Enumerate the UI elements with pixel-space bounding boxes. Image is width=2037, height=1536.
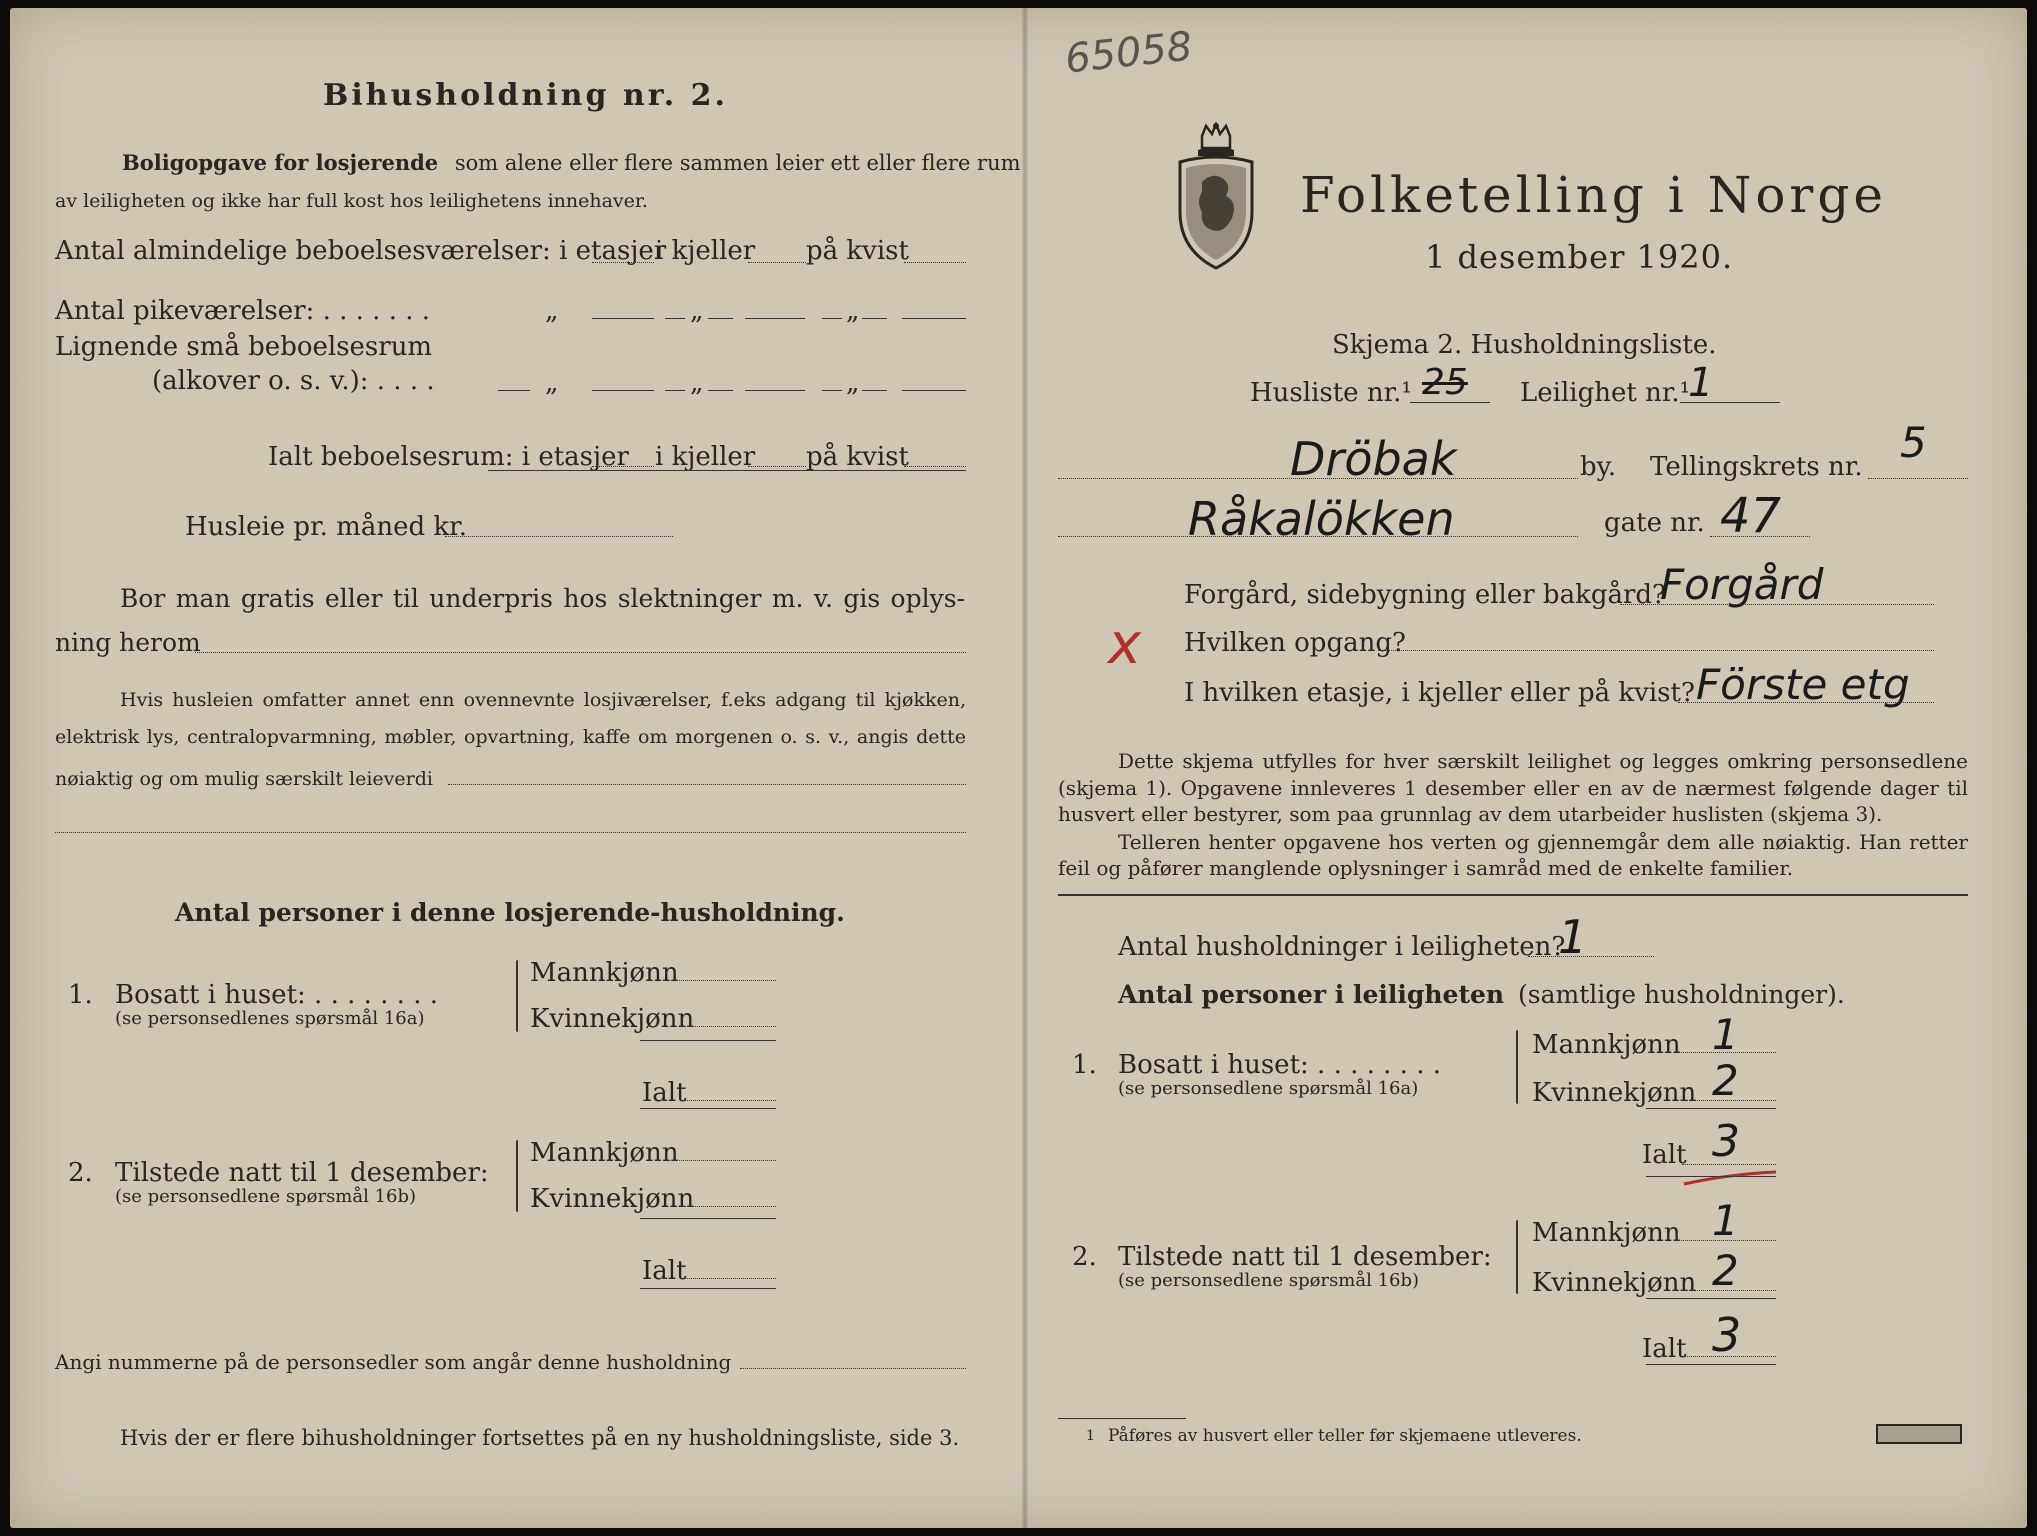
gratis-field[interactable] — [195, 652, 966, 653]
tellingskrets-label: Tellingskrets nr. — [1650, 452, 1863, 482]
antal-hush-field[interactable] — [1528, 956, 1654, 957]
leieverdi-field[interactable] — [448, 784, 966, 785]
opgang-mark: x — [1108, 612, 1142, 677]
lignende-field-4[interactable] — [745, 390, 805, 391]
right-q2-kvinne-value: 2 — [1712, 1246, 1739, 1295]
antal-pers-rest: (samtlige husholdninger). — [1518, 980, 1845, 1009]
footnote-rule — [1058, 1418, 1186, 1419]
i-kjeller-label: i kjeller — [655, 236, 756, 266]
pike-field-3[interactable] — [708, 318, 733, 319]
right-q1-mann-field[interactable] — [1676, 1052, 1776, 1053]
lignende-field-0[interactable] — [498, 390, 530, 391]
lignende-label-2: (alkover o. s. v.): . . . . — [152, 366, 435, 396]
pike-field-1[interactable] — [592, 318, 654, 319]
right-q2-label: Tilstede natt til 1 desember: — [1118, 1242, 1492, 1272]
lignende-label-1: Lignende små beboelsesrum — [55, 332, 433, 362]
coat-of-arms-icon — [1172, 122, 1260, 272]
left-q2-ialt-field[interactable] — [680, 1278, 776, 1279]
pike-field-5[interactable] — [822, 318, 842, 319]
left-q1-label: Bosatt i huset: . . . . . . . . — [115, 980, 439, 1010]
gratis-line-2: ning herom — [55, 628, 201, 657]
right-q2-mann-label: Mannkjønn — [1532, 1218, 1681, 1248]
etasje-label: I hvilken etasje, i kjeller eller på kvist? — [1184, 678, 1695, 708]
opgang-label: Hvilken opgang? — [1184, 628, 1406, 658]
right-q2-ialt-underline — [1646, 1364, 1776, 1365]
husliste-label: Husliste nr.¹ — [1250, 378, 1412, 408]
forgaard-field[interactable] — [1620, 604, 1934, 605]
tellingskrets-field[interactable] — [1868, 478, 1968, 479]
left-q2-label: Tilstede natt til 1 desember: — [115, 1158, 489, 1188]
husliste-value: 25 — [1422, 362, 1468, 403]
right-q2-num: 2. — [1072, 1242, 1097, 1272]
lignende-ditto-2: „ — [690, 368, 704, 398]
hvis-line-3: nøiaktig og om mulig særskilt leieverdi — [55, 768, 433, 790]
by-field[interactable] — [1058, 478, 1578, 479]
ialt-kvist-field[interactable] — [904, 466, 966, 467]
gratis-line-1: Bor man gratis eller til underpris hos slektninger m. v. gis oplys- — [120, 584, 965, 613]
left-q2-sub: (se personsedlene spørsmål 16b) — [115, 1186, 417, 1207]
right-q1-label: Bosatt i huset: . . . . . . . . — [1118, 1050, 1442, 1080]
instructions-rule — [1058, 894, 1968, 896]
opgang-field[interactable] — [1378, 650, 1934, 651]
instr-line-2: (skjema 1). Opgavene innleveres 1 desember eller en av de nærmest følgende dager til — [1058, 776, 1968, 800]
footnote-text: Påføres av husvert eller teller før skjemaene utleveres. — [1108, 1426, 1582, 1446]
forgaard-value: Forgård — [1660, 560, 1824, 609]
lignende-field-5[interactable] — [822, 390, 842, 391]
paa-kvist-label: på kvist — [806, 236, 909, 266]
antal-hush-label: Antal husholdninger i leiligheten? — [1118, 932, 1566, 962]
hvis-line-2: elektrisk lys, centralopvarmning, møbler, opvartning, kaffe om morgenen o. s. v., angis dette — [55, 726, 966, 748]
lignende-ditto-1: „ — [545, 368, 559, 398]
instr-line-4: Telleren henter opgavene hos verten og gjennemgår dem alle nøiaktig. Han retter — [1118, 830, 1968, 854]
left-q2-brace — [516, 1140, 518, 1212]
skjema-label: Skjema 2. Husholdningsliste. — [1332, 330, 1717, 360]
husleie-field[interactable] — [445, 536, 673, 537]
red-check-underline — [1680, 1168, 1780, 1190]
left-q2-mann-label: Mannkjønn — [530, 1138, 679, 1168]
page-fold — [1022, 8, 1028, 1528]
intro-bold: Boligopgave for losjerende — [122, 150, 439, 175]
ialt-beboelse-label: Ialt beboelsesrum: i etasjer — [268, 442, 629, 472]
right-q1-mann-label: Mannkjønn — [1532, 1030, 1681, 1060]
kvist-field[interactable] — [904, 262, 966, 263]
ialt-kjeller-label: i kjeller — [655, 442, 756, 472]
leilighet-value: 1 — [1688, 360, 1714, 406]
left-q1-sub: (se personsedlenes spørsmål 16a) — [115, 1008, 425, 1029]
left-q1-sum-line — [640, 1040, 776, 1041]
left-q2-kvinne-label: Kvinnekjønn — [530, 1184, 695, 1214]
right-q2-mann-value: 1 — [1712, 1196, 1739, 1245]
antal-hush-value: 1 — [1558, 910, 1588, 964]
angi-field[interactable] — [740, 1368, 966, 1369]
gate-label: gate nr. — [1604, 508, 1705, 538]
instr-line-5: feil og påfører manglende oplysninger i samråd med de enkelte familier. — [1058, 856, 1794, 880]
right-title: Folketelling i Norge — [1300, 166, 1887, 224]
by-label: by. — [1580, 452, 1617, 482]
right-q1-sub: (se personsedlene spørsmål 16a) — [1118, 1078, 1419, 1099]
archive-number: 65058 — [1062, 23, 1195, 83]
right-q2-ialt-field[interactable] — [1682, 1356, 1776, 1357]
forgaard-label: Forgård, sidebygning eller bakgård? — [1184, 580, 1666, 610]
right-q1-brace — [1516, 1030, 1518, 1104]
gate-nr-value: 47 — [1720, 488, 1782, 544]
angi-label: Angi nummerne på de personsedler som angår denne husholdning — [55, 1350, 732, 1374]
footnote-mark: 1 — [1086, 1428, 1095, 1444]
right-q2-kvinne-field[interactable] — [1682, 1290, 1776, 1291]
instr-line-3: husvert eller bestyrer, som paa grunnlag av dem utarbeider huslisten (skjema 3). — [1058, 802, 1883, 826]
left-q1-kvinne-label: Kvinnekjønn — [530, 1004, 695, 1034]
left-q1-brace — [516, 960, 518, 1032]
ialt-kjeller-field[interactable] — [748, 466, 806, 467]
printer-stamp — [1876, 1424, 1962, 1444]
right-q2-ialt-label: Ialt — [1642, 1334, 1687, 1364]
gate-value: Råkalökken — [1188, 492, 1455, 546]
left-q1-mann-field[interactable] — [668, 980, 776, 981]
right-q2-kvinne-label: Kvinnekjønn — [1532, 1268, 1697, 1298]
leilighet-label: Leilighet nr.¹ — [1520, 378, 1691, 408]
lignende-ditto-3: „ — [846, 368, 860, 398]
hvis-text — [55, 682, 966, 756]
gate-nr-field[interactable] — [1710, 536, 1810, 537]
by-value: Dröbak — [1290, 432, 1457, 486]
etasje-field[interactable] — [1678, 702, 1934, 703]
right-q2-ialt-value: 3 — [1712, 1308, 1742, 1362]
right-q1-ialt-value: 3 — [1712, 1116, 1740, 1167]
antal-pers-bold: Antal personer i leiligheten — [1118, 980, 1505, 1009]
etasjer-field[interactable] — [592, 262, 654, 263]
left-title: Bihusholdning nr. 2. — [323, 78, 728, 113]
lignende-field-1[interactable] — [592, 390, 654, 391]
lignende-field-3[interactable] — [708, 390, 733, 391]
left-q2-ialt-label: Ialt — [642, 1256, 687, 1286]
left-q2-sum-line — [640, 1218, 776, 1219]
left-persons-heading: Antal personer i denne losjerende-husholdning. — [175, 898, 845, 927]
antal-pers-heading — [1118, 980, 1845, 1009]
left-q2-num: 2. — [68, 1158, 93, 1188]
hvis-line-1: Hvis husleien omfatter annet enn ovennevnte losjiværelser, f.eks adgang til kjøkken, — [120, 689, 966, 711]
leieverdi-field-2[interactable] — [55, 832, 966, 833]
gate-field[interactable] — [1058, 536, 1578, 537]
left-q2-ialt-underline — [640, 1288, 776, 1289]
pike-field-4[interactable] — [745, 318, 805, 319]
right-q1-num: 1. — [1072, 1050, 1097, 1080]
ialt-etasjer-field[interactable] — [592, 466, 654, 467]
right-q1-kvinne-label: Kvinnekjønn — [1532, 1078, 1697, 1108]
left-q1-num: 1. — [68, 980, 93, 1010]
pike-ditto-2: „ — [690, 296, 704, 326]
lignende-field-6[interactable] — [862, 390, 887, 391]
instructions-2 — [1058, 829, 1968, 856]
husleie-label: Husleie pr. måned kr. — [185, 512, 467, 542]
instructions — [1058, 748, 1968, 802]
left-intro-line-2: av leiligheten og ikke har full kost hos leilighetens innehaver. — [55, 190, 648, 212]
etasje-value: Förste etg — [1696, 660, 1910, 709]
tellingskrets-value: 5 — [1900, 418, 1927, 467]
left-intro-line-1 — [122, 150, 1021, 175]
lignende-field-7[interactable] — [902, 390, 966, 391]
right-q2-sub: (se personsedlene spørsmål 16b) — [1118, 1270, 1420, 1291]
left-footer: Hvis der er flere bihusholdninger fortsettes på en ny husholdningsliste, side 3. — [120, 1426, 960, 1450]
right-q1-ialt-field[interactable] — [1682, 1164, 1776, 1165]
right-q1-ialt-label: Ialt — [1642, 1140, 1687, 1170]
right-q2-mann-field[interactable] — [1676, 1240, 1776, 1241]
pike-field-6[interactable] — [862, 318, 887, 319]
kjeller-field[interactable] — [748, 262, 806, 263]
left-q2-mann-field[interactable] — [668, 1160, 776, 1161]
left-q1-kvinne-field[interactable] — [680, 1026, 776, 1027]
left-q1-ialt-underline — [640, 1108, 776, 1109]
lignende-field-2[interactable] — [665, 390, 685, 391]
pike-ditto-3: „ — [846, 296, 860, 326]
left-q1-mann-label: Mannkjønn — [530, 958, 679, 988]
instr-line-1: Dette skjema utfylles for hver særskilt leilighet og legges omkring personsedlene — [1118, 749, 1968, 773]
right-q2-sum-line — [1646, 1298, 1776, 1299]
right-q2-brace — [1516, 1220, 1518, 1294]
right-date: 1 desember 1920. — [1425, 238, 1734, 276]
pike-ditto-1: „ — [545, 296, 559, 326]
left-q1-ialt-field[interactable] — [680, 1100, 776, 1101]
left-q2-kvinne-field[interactable] — [680, 1206, 776, 1207]
pike-field-2[interactable] — [665, 318, 685, 319]
husliste-field[interactable] — [1410, 402, 1490, 403]
ialt-underline — [488, 470, 966, 471]
right-q1-kvinne-value: 2 — [1712, 1056, 1739, 1105]
ialt-kvist-label: på kvist — [806, 442, 909, 472]
right-q1-ialt-underline — [1646, 1176, 1776, 1177]
antal-beboelse-label: Antal almindelige beboelsesværelser: i etasjer — [55, 236, 667, 266]
right-q1-kvinne-field[interactable] — [1682, 1100, 1776, 1101]
pike-label: Antal pikeværelser: . . . . . . . — [55, 296, 431, 326]
pike-field-7[interactable] — [902, 318, 966, 319]
right-q1-mann-value: 1 — [1712, 1010, 1739, 1059]
intro-rest: som alene eller flere sammen leier ett eller flere rum — [454, 151, 1021, 175]
right-q1-sum-line — [1646, 1108, 1776, 1109]
left-q1-ialt-label: Ialt — [642, 1078, 687, 1108]
gratis-text — [55, 570, 965, 628]
leilighet-field[interactable] — [1680, 402, 1780, 403]
